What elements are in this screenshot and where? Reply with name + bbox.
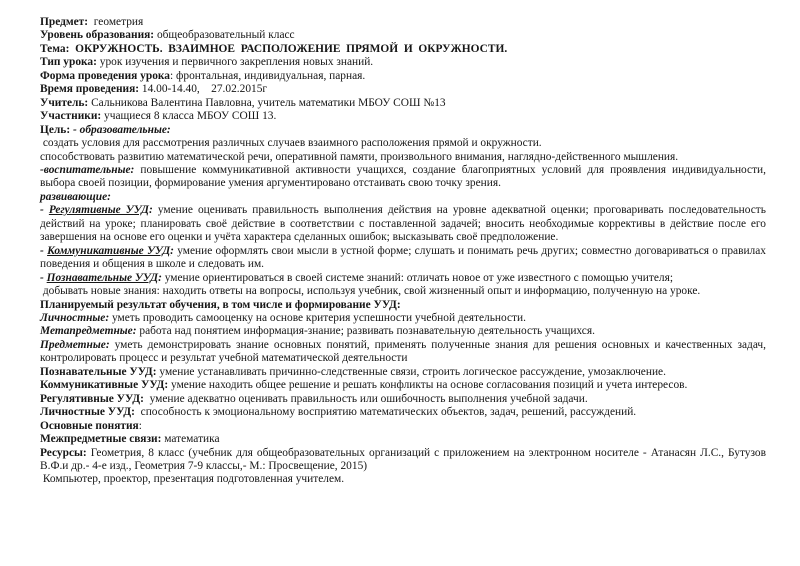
text-segment: Планируемый результат обучения, в том числе и формирование УУД:	[40, 298, 401, 311]
paragraph-4	[40, 56, 766, 69]
paragraph-27	[40, 433, 766, 446]
paragraph-10	[40, 137, 766, 150]
text-segment: Время проведения:	[40, 83, 140, 96]
paragraph-12	[40, 164, 766, 191]
text-segment: -воспитательные:	[40, 163, 141, 176]
paragraph-15	[40, 245, 766, 272]
text-segment: Регулятивные УУД	[48, 204, 149, 217]
text-segment: Познавательные УУД:	[40, 365, 157, 378]
text-segment: Межпредметные связи:	[40, 433, 162, 446]
paragraph-8	[40, 110, 766, 123]
text-segment: Цель:	[40, 123, 73, 136]
text-segment: Ресурсы:	[40, 446, 87, 459]
text-segment: добывать новые знания: находить ответы на вопросы, используя учебник, свой жизненный опыт и информацию, полученную на уроке.	[40, 285, 701, 298]
text-segment: Геометрия, 8 класс (учебник для общеобразовательных организаций с приложением на электронном носителе - Атанасян Л.С., Бутузов В.Ф.и др.- 4-е изд., Геометрия 7-9 классы,- М.: Просвещение, 2015)	[40, 446, 766, 472]
text-segment: способность к эмоциональному восприятию математических объектов, задач, решений, рассуждений.	[134, 406, 637, 419]
text-segment: учащиеся 8 класса МБОУ СОШ 13.	[101, 110, 277, 123]
paragraph-21	[40, 339, 766, 366]
text-segment: Форма проведения урока	[40, 69, 170, 82]
text-segment: геометрия	[88, 16, 144, 28]
paragraph-13	[40, 191, 766, 204]
text-segment: умение находить общее решение и решать конфликты на основе согласования позиций и учета интересов.	[168, 379, 688, 392]
text-segment: Основные понятия	[40, 419, 139, 432]
text-segment: математика	[161, 433, 220, 446]
text-segment: Коммуникативные УУД:	[40, 379, 169, 392]
text-segment: :	[138, 419, 142, 432]
text-segment: Тип урока:	[40, 56, 97, 69]
text-segment: Личностные:	[40, 311, 110, 324]
text-segment: :	[158, 271, 165, 284]
paragraph-2	[40, 29, 766, 42]
text-segment: общеобразовательный класс	[154, 29, 295, 42]
paragraph-23	[40, 379, 766, 392]
text-segment: Уровень образования:	[40, 29, 155, 42]
text-segment: Сальникова Валентина Павловна, учитель математики МБОУ СОШ №13	[88, 96, 446, 109]
paragraph-11	[40, 151, 766, 164]
text-segment: Учитель:	[40, 96, 89, 109]
text-segment: Личностные УУД:	[40, 406, 135, 419]
paragraph-14	[40, 204, 766, 244]
text-segment: Регулятивные УУД:	[40, 392, 144, 405]
paragraph-20	[40, 325, 766, 338]
text-segment: создать условия для рассмотрения различных случаев взаимного расположения прямой и окружности.	[40, 137, 542, 150]
paragraph-9	[40, 124, 766, 137]
text-segment: способствовать развитию математической речи, оперативной памяти, произвольного внимания, наглядно-действенного мышления.	[40, 150, 679, 163]
paragraph-22	[40, 366, 766, 379]
paragraph-7	[40, 97, 766, 110]
paragraph-18	[40, 299, 766, 312]
text-segment: уметь проводить самооценку на основе критерия успешности учебной деятельности.	[109, 311, 526, 324]
paragraph-5	[40, 70, 766, 83]
paragraph-25	[40, 406, 766, 419]
paragraph-28	[40, 447, 766, 474]
text-segment: работа над понятием информация-знание; развивать познавательную деятельность учащихся.	[136, 325, 595, 338]
text-segment: умение оценивать правильность выполнения действия на уровне адекватной оценки; проговаривать последовательность действий на уроке; планировать своё действие в соответствии с поставленной задачей; вносить необходимые коррективы в действие после его завершения на основе его оценки и учёта характера сделанных ошибок; высказывать своё предположение.	[40, 204, 766, 244]
text-segment: 14.00-14.40, 27.02.2015г	[139, 83, 268, 96]
text-segment: - образовательные:	[72, 123, 171, 136]
text-segment: :	[170, 244, 178, 257]
paragraph-1	[40, 16, 766, 29]
text-segment: Коммуникативные УУД	[47, 244, 171, 257]
paragraph-16	[40, 272, 766, 285]
text-segment: Участники:	[40, 110, 102, 123]
text-segment: Предметные:	[40, 338, 110, 351]
text-segment: умение оформлять свои мысли в устной форме; слушать и понимать речь других; совместно договариваться о правилах поведения и общения в школе и следовать им.	[40, 244, 766, 271]
paragraph-19	[40, 312, 766, 325]
text-segment: :	[148, 204, 158, 217]
text-segment: Метапредметные:	[40, 325, 137, 338]
text-segment: Компьютер, проектор, презентация подготовленная учителем.	[40, 473, 345, 486]
paragraph-29	[40, 473, 766, 486]
paragraph-26	[40, 420, 766, 433]
text-segment: -	[40, 244, 48, 257]
text-segment: умение ориентироваться в своей системе знаний: отличать новое от уже известного с помощью учителя;	[164, 271, 674, 284]
paragraph-3	[40, 43, 766, 56]
text-segment: -	[40, 271, 47, 284]
text-segment: развивающие:	[40, 190, 111, 203]
paragraph-24	[40, 393, 766, 406]
paragraph-17	[40, 285, 766, 298]
text-segment: умение адекватно оценивать правильность или ошибочность выполнения учебной задачи.	[143, 392, 588, 405]
text-segment: -	[40, 204, 49, 217]
text-segment: уметь демонстрировать знание основных понятий, применять полученные знания для решения основных и качественных задач, контролировать процесс и результат учебной математической деятельности	[40, 338, 766, 365]
text-segment: Тема: ОКРУЖНОСТЬ. ВЗАИМНОЕ РАСПОЛОЖЕНИЕ ПРЯМОЙ И ОКРУЖНОСТИ.	[40, 42, 508, 55]
text-segment: Предмет:	[40, 16, 89, 28]
paragraph-6	[40, 83, 766, 96]
text-segment: : фронтальная, индивидуальная, парная.	[170, 69, 366, 82]
text-segment: умение устанавливать причинно-следственные связи, строить логическое рассуждение, умозаключение.	[156, 365, 666, 378]
text-segment: Познавательные УУД	[46, 271, 159, 284]
text-segment: урок изучения и первичного закрепления новых знаний.	[96, 56, 374, 69]
text-segment: повышение коммуникативной активности учащихся, создание благоприятных условий для проявления индивидуальности, выбора своей позиции, формирование умения аргументировано отстаивать свою точку зрения.	[40, 163, 767, 190]
